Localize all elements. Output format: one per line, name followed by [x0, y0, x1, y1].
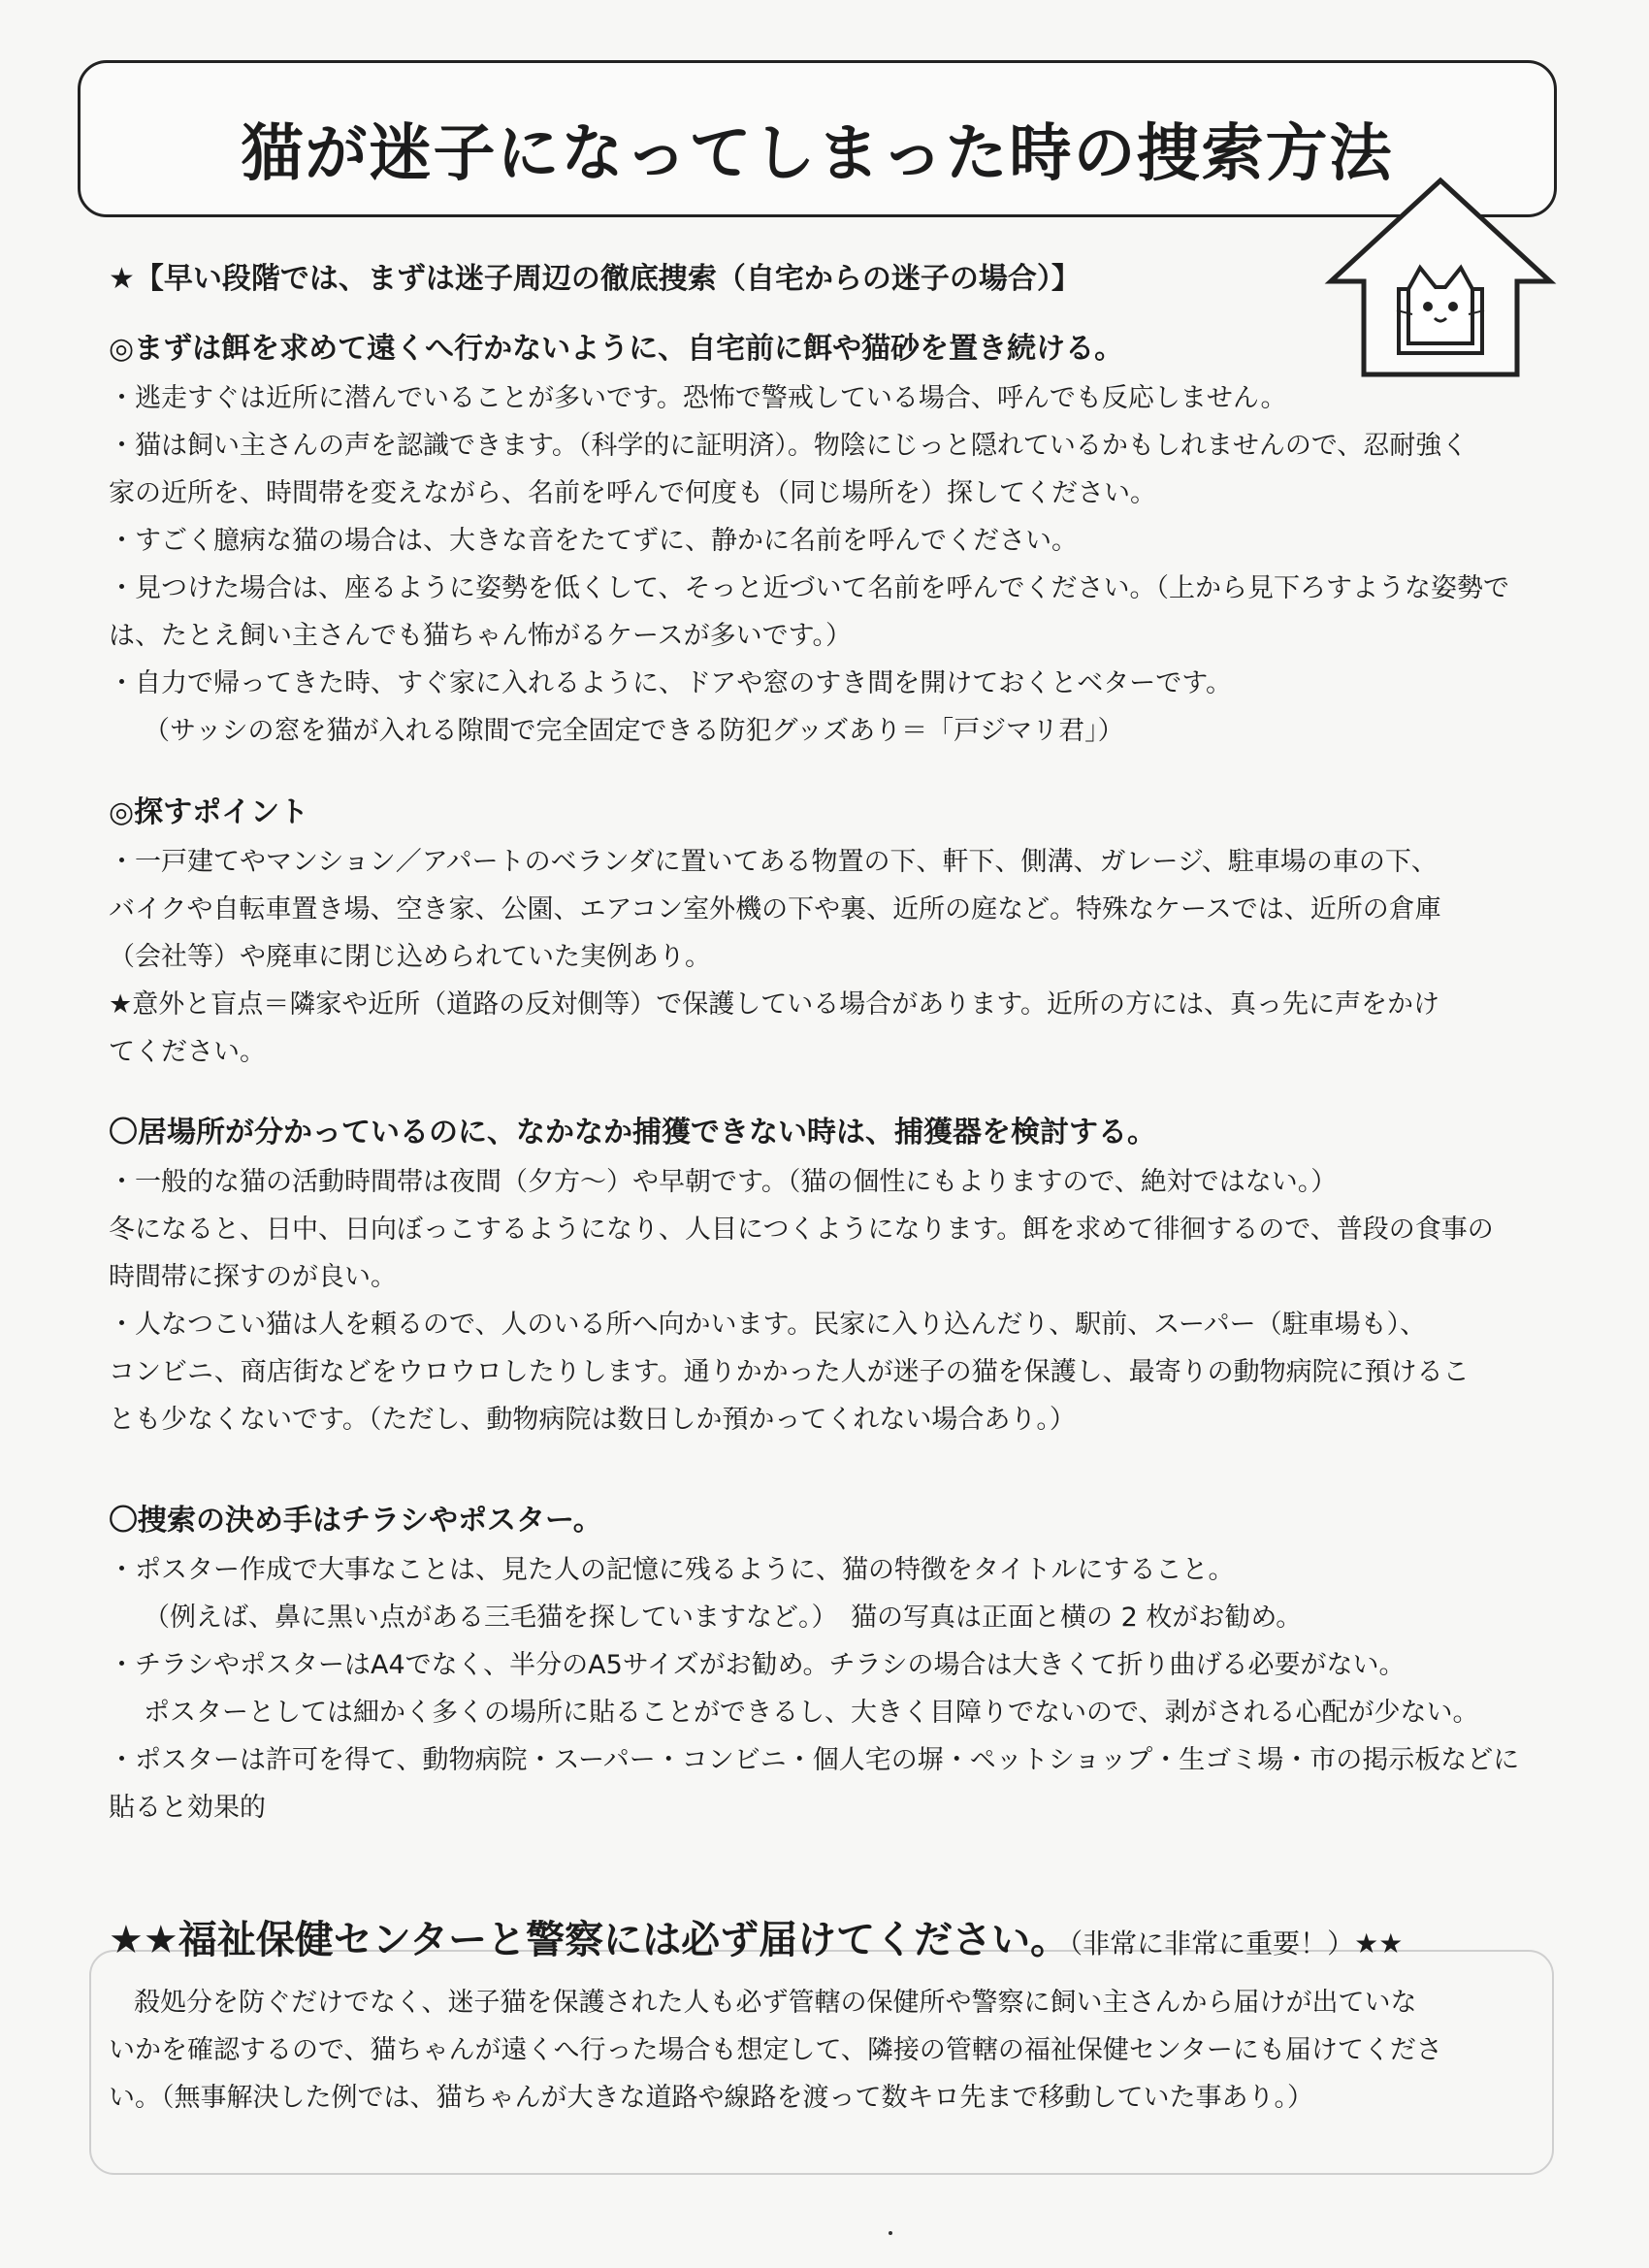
section-heading: 〇捜索の決め手はチラシやポスター。 [109, 1504, 602, 1538]
scan-speck [889, 2231, 892, 2235]
text-line: ・ポスターは許可を得て、動物病院・スーパー・コンビニ・個人宅の塀・ペットショップ・生ゴミ場・市の掲示板などに [109, 1745, 1520, 1775]
text-line: （会社等）や廃車に閉じ込められていた実例あり。 [109, 942, 711, 972]
text-line: コンビニ、商店街などをウロウロしたりします。通りかかった人が迷子の猫を保護し、最寄りの動物病院に預けるこ [109, 1357, 1470, 1387]
text-line: ポスターとしては細かく多くの場所に貼ることができるし、大きく目障りでないので、剥がされる心配が少ない。 [144, 1698, 1479, 1728]
text-line: ・ポスター作成で大事なことは、見た人の記憶に残るように、猫の特徴をタイトルにすること。 [109, 1555, 1235, 1585]
section-flyers-posters [109, 1496, 1544, 1831]
text-line: ・一般的な猫の活動時間帯は夜間（夕方～）や早朝です。（猫の個性にもよりますので、絶対ではない。） [109, 1167, 1338, 1197]
text-line: （例えば、鼻に黒い点がある三毛猫を探していますなど。） 猫の写真は正面と横の 2 枚がお勧め。 [144, 1603, 1303, 1633]
text-line: 冬になると、日中、日向ぼっこするようになり、人目につくようになります。餌を求めて徘徊するので、普段の食事の [109, 1215, 1494, 1245]
text-line: ・すごく臆病な猫の場合は、大きな音をたてずに、静かに名前を呼んでください。 [109, 526, 1078, 556]
text-line: ・人なつこい猫は人を頼るので、人のいる所へ向かいます。民家に入り込んだり、駅前、スーパー（駐車場も）、 [109, 1310, 1427, 1340]
notice-heading-note: （非常に非常に重要！）★★ [1069, 1928, 1404, 1960]
section-heading: ◎探すポイント [109, 795, 309, 829]
section-heading: ★【早い段階では、まずは迷子周辺の徹底捜索（自宅からの迷子の場合）】 [109, 262, 1081, 296]
page-title: 猫が迷子になってしまった時の捜索方法 [241, 118, 1394, 190]
section-subheading: ◎まずは餌を求めて遠くへ行かないように、自宅前に餌や猫砂を置き続ける。 [109, 332, 1124, 366]
notice-heading [109, 1911, 1544, 1973]
text-line: ・一戸建てやマンション／アパートのベランダに置いてある物置の下、軒下、側溝、ガレージ、駐車場の車の下、 [109, 847, 1438, 877]
text-line: （サッシの窓を猫が入れる隙間で完全固定できる防犯グッズあり＝「戸ジマリ君」） [144, 716, 1124, 746]
notice-heading-main: ★★福祉保健センターと警察には必ず届けてください。 [109, 1918, 1070, 1962]
text-line: いかを確認するので、猫ちゃんが遠くへ行った場合も想定して、隣接の管轄の福祉保健センターにも届けてくださ [109, 2035, 1442, 2065]
text-line: い。（無事解決した例では、猫ちゃんが大きな道路や線路を渡って数キロ先まで移動していた事あり。） [109, 2083, 1313, 2113]
section-early-search [109, 254, 1544, 755]
text-line: ・チラシやポスターはA4でなく、半分のA5サイズがお勧め。チラシの場合は大きくて折り曲げる必要がない。 [109, 1650, 1406, 1680]
text-line: ・逃走すぐは近所に潜んでいることが多いです。恐怖で警戒している場合、呼んでも反応しません。 [109, 383, 1287, 413]
text-line: ・猫は飼い主さんの声を認識できます。（科学的に証明済）。物陰にじっと隠れているかもしれませんので、忍耐強く [109, 431, 1469, 461]
section-search-points [109, 788, 1544, 1076]
section-heading: 〇居場所が分かっているのに、なかなか捕獲できない時は、捕獲器を検討する。 [109, 1116, 1156, 1150]
text-line: ★意外と盲点＝隣家や近所（道路の反対側等）で保護している場合があります。近所の方には、真っ先に声をかけ [109, 989, 1440, 1020]
text-line: 家の近所を、時間帯を変えながら、名前を呼んで何度も（同じ場所を）探してください。 [109, 478, 1156, 508]
text-line: てください。 [109, 1037, 266, 1067]
text-line: 殺処分を防ぐだけでなく、迷子猫を保護された人も必ず管轄の保健所や警察に飼い主さんから届けが出ていな [134, 1988, 1417, 2018]
text-line: ・見つけた場合は、座るように姿勢を低くして、そっと近づいて名前を呼んでください。（上から見下ろすような姿勢で [109, 573, 1509, 603]
section-trap [109, 1108, 1544, 1443]
text-line: は、たとえ飼い主さんでも猫ちゃん怖がるケースが多いです。） [109, 621, 852, 651]
text-line: バイクや自転車置き場、空き家、公園、エアコン室外機の下や裏、近所の庭など。特殊なケースでは、近所の倉庫 [109, 894, 1441, 924]
text-line: とも少なくないです。（ただし、動物病院は数日しか預かってくれない場合あり。） [109, 1405, 1076, 1435]
text-line: ・自力で帰ってきた時、すぐ家に入れるように、ドアや窓のすき間を開けておくとベターです。 [109, 668, 1233, 698]
text-line: 貼ると効果的 [109, 1793, 266, 1823]
text-line: 時間帯に探すのが良い。 [109, 1262, 397, 1292]
section-report-notice [109, 1911, 1544, 2122]
